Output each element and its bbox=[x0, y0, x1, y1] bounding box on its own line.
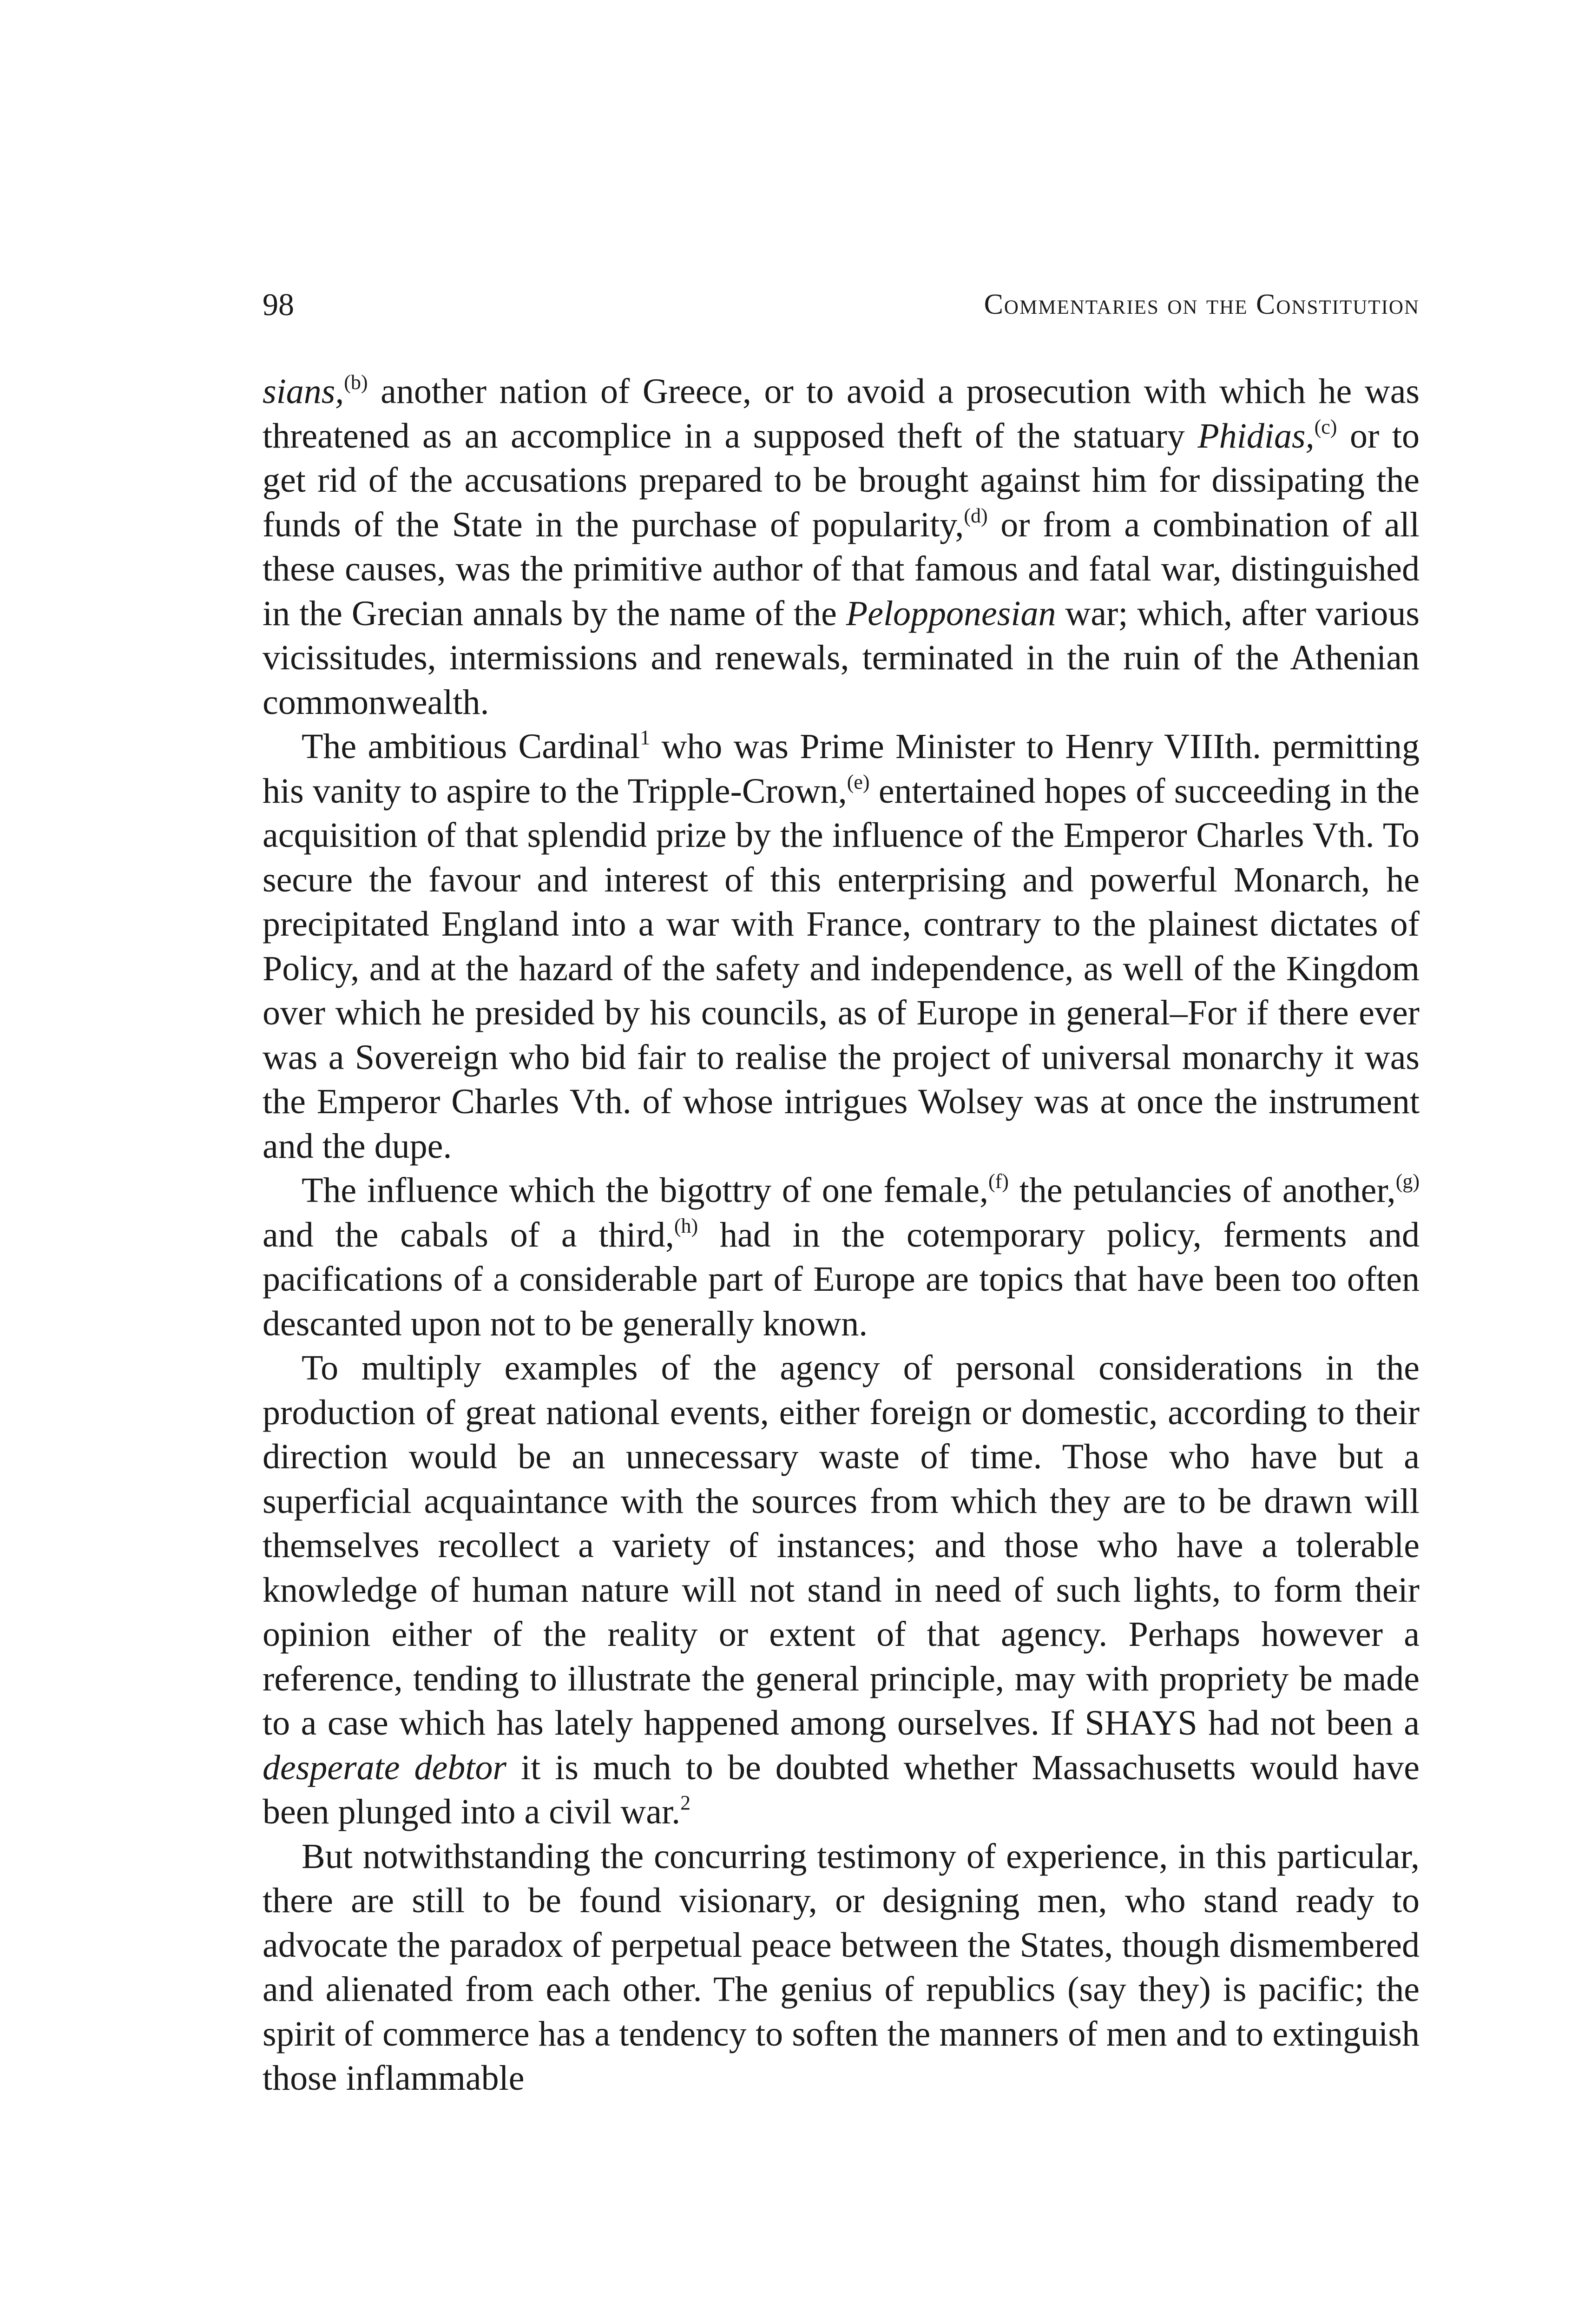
italic-text: sians, bbox=[263, 372, 344, 411]
paragraph-text: another nation of Greece, or to avoid a prosecution with which he was threatened as an accomplice in a supposed theft of the statuary bbox=[263, 372, 1420, 456]
paragraph bbox=[263, 370, 1420, 725]
footnote-marker: (d) bbox=[964, 504, 988, 527]
paragraph bbox=[263, 1169, 1420, 1346]
body-text bbox=[263, 370, 1420, 2101]
footnote-marker: (g) bbox=[1395, 1170, 1420, 1193]
paragraph-text: The influence which the bigottry of one female, bbox=[302, 1171, 988, 1210]
paragraph-text: or to get rid of the accusations prepared to be brought against him for dissipating the funds of the State in the purchase of popularity, bbox=[263, 416, 1420, 544]
paragraph-text: it is much to be doubted whether Massachusetts would have been plunged into a civil war. bbox=[263, 1748, 1420, 1831]
paragraph bbox=[263, 1346, 1420, 1835]
italic-text: desperate debtor bbox=[263, 1748, 506, 1787]
footnote-marker: 2 bbox=[680, 1791, 691, 1814]
page-header bbox=[263, 284, 1420, 325]
italic-text: Phidias, bbox=[1197, 416, 1315, 456]
paragraph-text: who was Prime Minister to Henry VIIIth. permitting his vanity to aspire to the Tripple-Crown, bbox=[263, 727, 1420, 811]
paragraph-text: entertained hopes of succeeding in the acquisition of that splendid prize by the influence of the Emperor Charles Vth. To secure the favour and interest of this enterprising and powerful Monarch, he precipitated England into a war with France, contrary to the plainest dictates of Policy, and at the hazard of the safety and independence, as well of the Kingdom over which he presided by his councils, as of Europe in general–For if there ever was a Sovereign who bid fair to realise the project of universal monarchy it was the Emperor Charles Vth. of whose intrigues Wolsey was at once the instrument and the dupe. bbox=[263, 771, 1420, 1166]
footnote-marker: (b) bbox=[344, 371, 368, 394]
footnote-marker: (c) bbox=[1314, 415, 1337, 438]
italic-text: Pelopponesian bbox=[846, 594, 1056, 633]
footnote-marker: 1 bbox=[640, 726, 651, 749]
paragraph-text: The ambitious Cardinal bbox=[302, 727, 640, 766]
paragraph-text: To multiply examples of the agency of personal considerations in the production of great national events, either foreign or domestic, according to their direction would be an unnecessary waste of time. Those who have but a superficial acquaintance with the sources from which they are to be drawn will themselves recollect a variety of instances; and those who have a tolerable knowledge of human nature will not stand in need of such lights, to form their opinion either of the reality or extent of that agency. Perhaps however a reference, tending to illustrate the general principle, may with propriety be made to a case which has lately happened among ourselves. If SHAYS had not been a bbox=[263, 1348, 1420, 1743]
paragraph-text: war; which, after various vicissitudes, intermissions and renewals, terminated in the ruin of the Athenian commonwealth. bbox=[263, 594, 1420, 722]
footnote-marker: (e) bbox=[847, 770, 870, 793]
paragraph-text: But notwithstanding the concurring testimony of experience, in this particular, there are still to be found visionary, or designing men, who stand ready to advocate the paradox of perpetual peace between the States, though dismembered and alienated from each other. The genius of republics (say they) is pacific; the spirit of commerce has a tendency to soften the manners of men and to extinguish those inflammable bbox=[263, 1836, 1420, 2098]
footnote-marker: (f) bbox=[988, 1170, 1009, 1193]
paragraph-text: the petulancies of another, bbox=[1008, 1171, 1396, 1210]
paragraph bbox=[263, 1835, 1420, 2101]
paragraph-text: and the cabals of a third, bbox=[263, 1215, 674, 1254]
footnote-marker: (h) bbox=[674, 1214, 698, 1237]
page-number: 98 bbox=[263, 287, 294, 322]
paragraph bbox=[263, 725, 1420, 1169]
paragraph-text: or from a combination of all these causes, was the primitive author of that famous and fatal war, distinguished in the Grecian annals by the name of the bbox=[263, 505, 1420, 633]
paragraph-text: had in the cotemporary policy, ferments and pacifications of a considerable part of Europe are topics that have been too often descanted upon not to be generally known. bbox=[263, 1215, 1420, 1343]
running-head: Commentaries on the Constitution bbox=[984, 289, 1420, 320]
